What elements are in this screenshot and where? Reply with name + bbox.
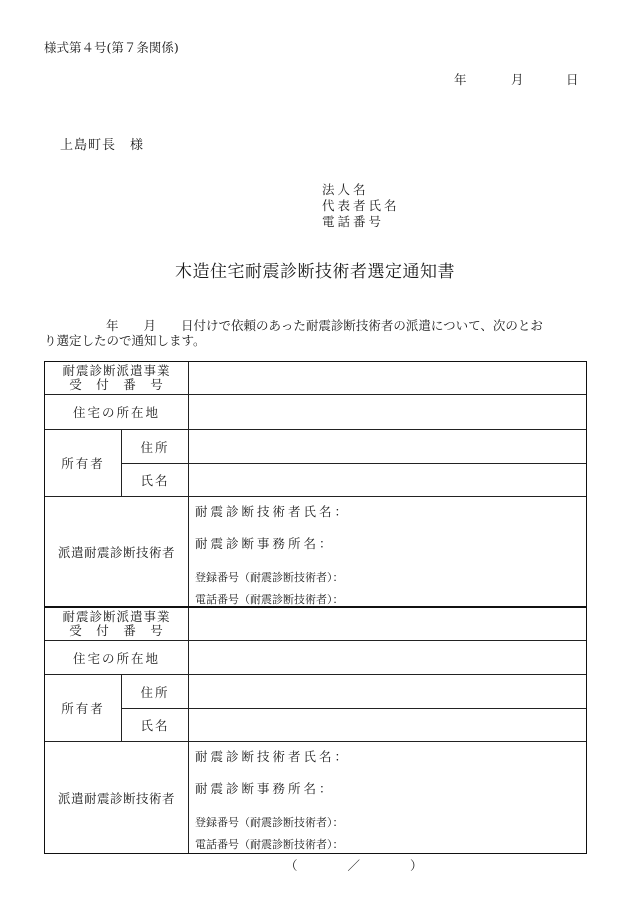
registration-number-label: 登録番号（耐震診断技術者）： — [195, 571, 344, 584]
sender-phone-label: 電話番号 — [322, 214, 385, 229]
reception-number-field[interactable] — [189, 608, 587, 641]
engineer-selection-table-1 — [44, 361, 587, 608]
engineer-phone-label: 電話番号（耐震診断技術者）： — [195, 837, 344, 851]
office-name-label: 耐震診断事務所名： — [195, 535, 335, 551]
engineer-selection-table-2 — [44, 607, 587, 854]
registration-number-label: 登録番号（耐震診断技術者）： — [195, 816, 344, 829]
page-footer: （ ／ ） — [285, 858, 423, 873]
reception-number-label: 耐震診断派遣事業 受 付 番 号 — [45, 608, 189, 641]
date-month-label: 月 — [511, 72, 524, 87]
owner-name-field[interactable] — [189, 709, 587, 742]
sender-corporation-label: 法人名 — [322, 182, 369, 197]
date-day-label: 日 — [566, 72, 579, 87]
document-title: 木造住宅耐震診断技術者選定通知書 — [175, 262, 455, 282]
owner-address-label: 住所 — [122, 430, 189, 464]
sender-representative-label: 代表者氏名 — [322, 198, 400, 213]
house-location-field[interactable] — [189, 395, 587, 430]
dispatched-engineer-label: 派遣耐震診断技術者 — [45, 497, 189, 608]
owner-label: 所有者 — [45, 430, 122, 497]
date-year-label: 年 — [454, 72, 467, 87]
notice-body-line-2: り選定したので通知します。 — [44, 333, 206, 348]
engineer-detail-cell[interactable] — [189, 497, 587, 608]
reception-number-label: 耐震診断派遣事業 受 付 番 号 — [45, 362, 189, 395]
dispatched-engineer-label: 派遣耐震診断技術者 — [45, 742, 189, 854]
reception-number-field[interactable] — [189, 362, 587, 395]
owner-address-field[interactable] — [189, 430, 587, 464]
owner-address-field[interactable] — [189, 675, 587, 709]
engineer-phone-label: 電話番号（耐震診断技術者）： — [195, 592, 344, 606]
owner-name-label: 氏名 — [122, 464, 189, 497]
notice-body — [44, 318, 592, 348]
house-location-label: 住宅の所在地 — [45, 395, 189, 430]
owner-name-label: 氏名 — [122, 709, 189, 742]
owner-name-field[interactable] — [189, 464, 587, 497]
engineer-name-label: 耐震診断技術者氏名： — [195, 749, 351, 764]
owner-label: 所有者 — [45, 675, 122, 742]
notice-body-line-1: 年 月 日付けで依頼のあった耐震診断技術者の派遣について、次のとお — [106, 318, 543, 333]
addressee: 上島町長 様 — [60, 138, 145, 153]
engineer-name-label: 耐震診断技術者氏名： — [195, 504, 351, 519]
engineer-detail-cell[interactable] — [189, 742, 587, 854]
form-number: 様式第４号(第７条関係) — [44, 40, 179, 55]
house-location-label: 住宅の所在地 — [45, 641, 189, 675]
office-name-label: 耐震診断事務所名： — [195, 780, 335, 796]
owner-address-label: 住所 — [122, 675, 189, 709]
house-location-field[interactable] — [189, 641, 587, 675]
